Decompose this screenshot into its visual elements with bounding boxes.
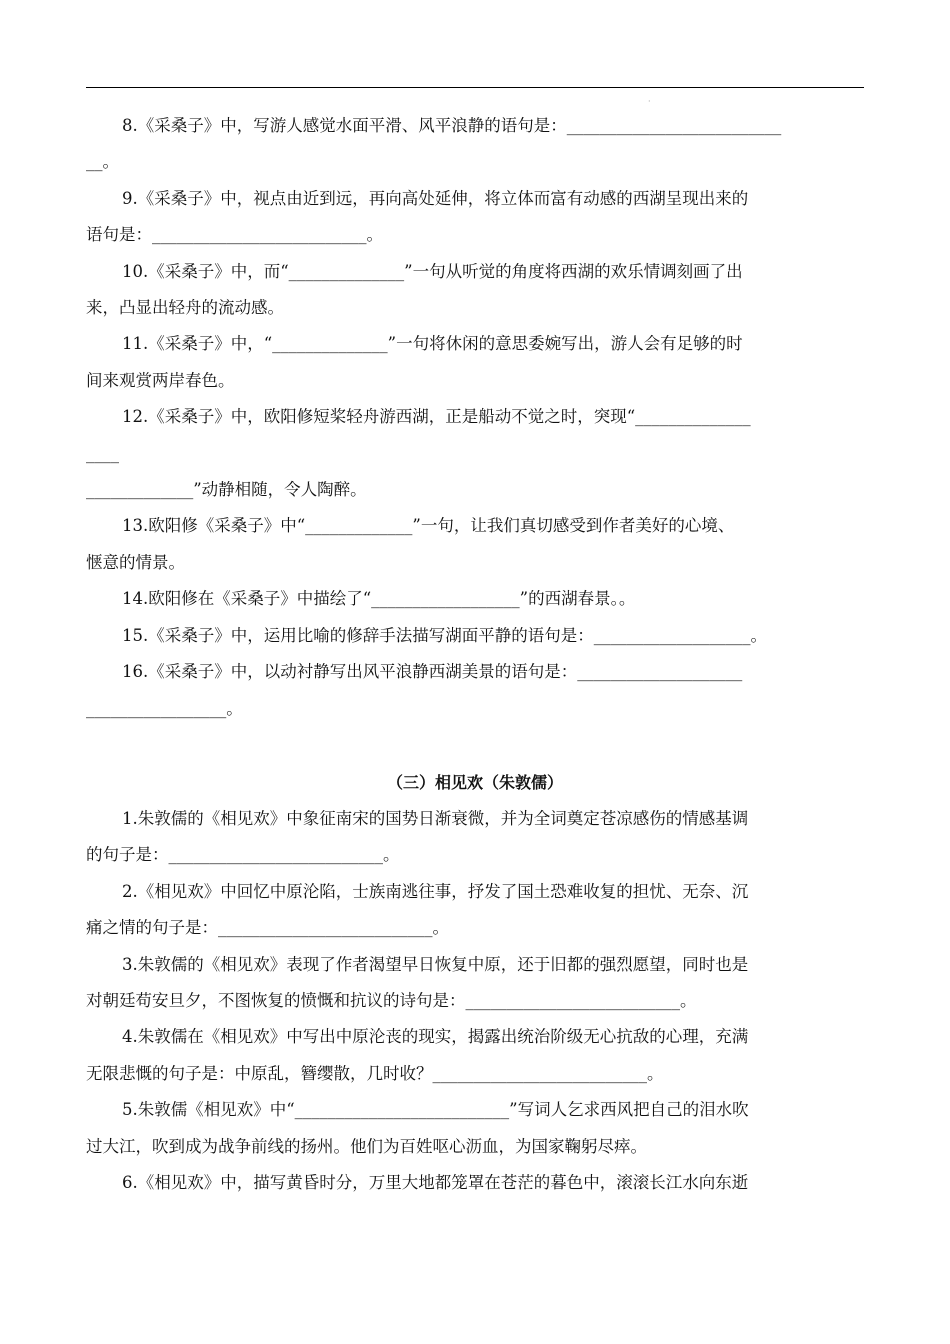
part-b-list (86, 801, 864, 1201)
question-line: 9.《采桑子》中，视点由近到远，再向高处延伸，将立体而富有动感的西湖呈现出来的 (122, 188, 749, 208)
question-item (86, 801, 864, 874)
question-item (86, 326, 864, 399)
question-line: 12.《采桑子》中，欧阳修短桨轻舟游西湖，正是船动不觉之时，突现“______________ (122, 407, 751, 427)
header-rule (86, 87, 864, 88)
question-line: 8.《采桑子》中，写游人感觉水面平滑、风平浪静的语句是：__________________________ (122, 116, 782, 135)
question-item (86, 508, 864, 581)
question-line: _________________。 (86, 698, 243, 718)
question-line: 6.《相见欢》中，描写黄昏时分，万里大地都笼罩在苍茫的暮色中，滚滚长江水向东逝 (122, 1172, 749, 1192)
question-item (86, 181, 864, 254)
question-line: 无限悲慨的句子是：中原乱，簪缨散，几时收？__________________________。 (86, 1063, 664, 1083)
question-item (86, 1092, 864, 1165)
question-line: 来，凸显出轻舟的流动感。 (86, 298, 284, 318)
question-line: 3.朱敦儒的《相见欢》表现了作者渴望早日恢复中原，还于旧都的强烈愿望，同时也是 (122, 954, 749, 974)
question-line: ____ (86, 443, 119, 463)
question-line: 的句子是：__________________________。 (86, 845, 400, 865)
question-line: 16.《采桑子》中，以动衬静写出风平浪静西湖美景的语句是：____________________ (122, 662, 743, 682)
speck: · (648, 97, 651, 106)
question-line: 语句是：__________________________。 (86, 225, 383, 245)
question-line: 15.《采桑子》中，运用比喻的修辞手法描写湖面平静的语句是：___________________。 (122, 625, 767, 645)
part-a-list (86, 108, 864, 727)
question-item (86, 654, 864, 727)
question-item (86, 618, 864, 654)
question-line: 10.《采桑子》中，而“______________”一句从听觉的角度将西湖的欢乐情调刻画了出 (122, 261, 743, 281)
question-line: 对朝廷苟安旦夕，不图恢复的愤慨和抗议的诗句是：__________________________。 (86, 990, 697, 1010)
question-item (86, 874, 864, 947)
question-line: 过大江，吹到成为战争前线的扬州。他们为百姓呕心沥血，为国家鞠躬尽瘁。 (86, 1136, 647, 1156)
question-line: 11.《采桑子》中，“______________”一句将休闲的意思委婉写出，游人会有足够的时 (122, 334, 743, 354)
question-item (86, 108, 864, 181)
question-line: 1.朱敦儒的《相见欢》中象征南宋的国势日渐衰微，并为全词奠定苍凉感伤的情感基调 (122, 808, 749, 828)
question-item (86, 581, 864, 617)
question-item (86, 1019, 864, 1092)
question-line: 14.欧阳修在《采桑子》中描绘了“__________________”的西湖春景。。 (122, 589, 636, 609)
question-item (86, 1165, 864, 1201)
question-item (86, 254, 864, 327)
question-line: 惬意的情景。 (86, 552, 185, 572)
question-line: __。 (86, 152, 119, 172)
question-line: 4.朱敦儒在《相见欢》中写出中原沦丧的现实，揭露出统治阶级无心抗敌的心理，充满 (122, 1027, 749, 1047)
question-line: 13.欧阳修《采桑子》中“_____________”一句，让我们真切感受到作者美好的心境、 (122, 516, 735, 536)
question-line: 2.《相见欢》中回忆中原沦陷，士族南逃往事，抒发了国土恐难收复的担忧、无奈、沉 (122, 881, 749, 901)
question-line: 5.朱敦儒《相见欢》中“__________________________”写词人乞求西风把自己的泪水吹 (122, 1100, 749, 1120)
document-body (86, 108, 864, 1201)
question-item (86, 947, 864, 1020)
section-title: （三）相见欢（朱敦儒） (386, 772, 563, 792)
question-line: 间来观赏两岸春色。 (86, 370, 235, 390)
question-line: _____________”动静相随，令人陶醉。 (86, 480, 367, 500)
question-item (86, 399, 864, 508)
question-line: 痛之情的句子是：__________________________。 (86, 918, 449, 938)
